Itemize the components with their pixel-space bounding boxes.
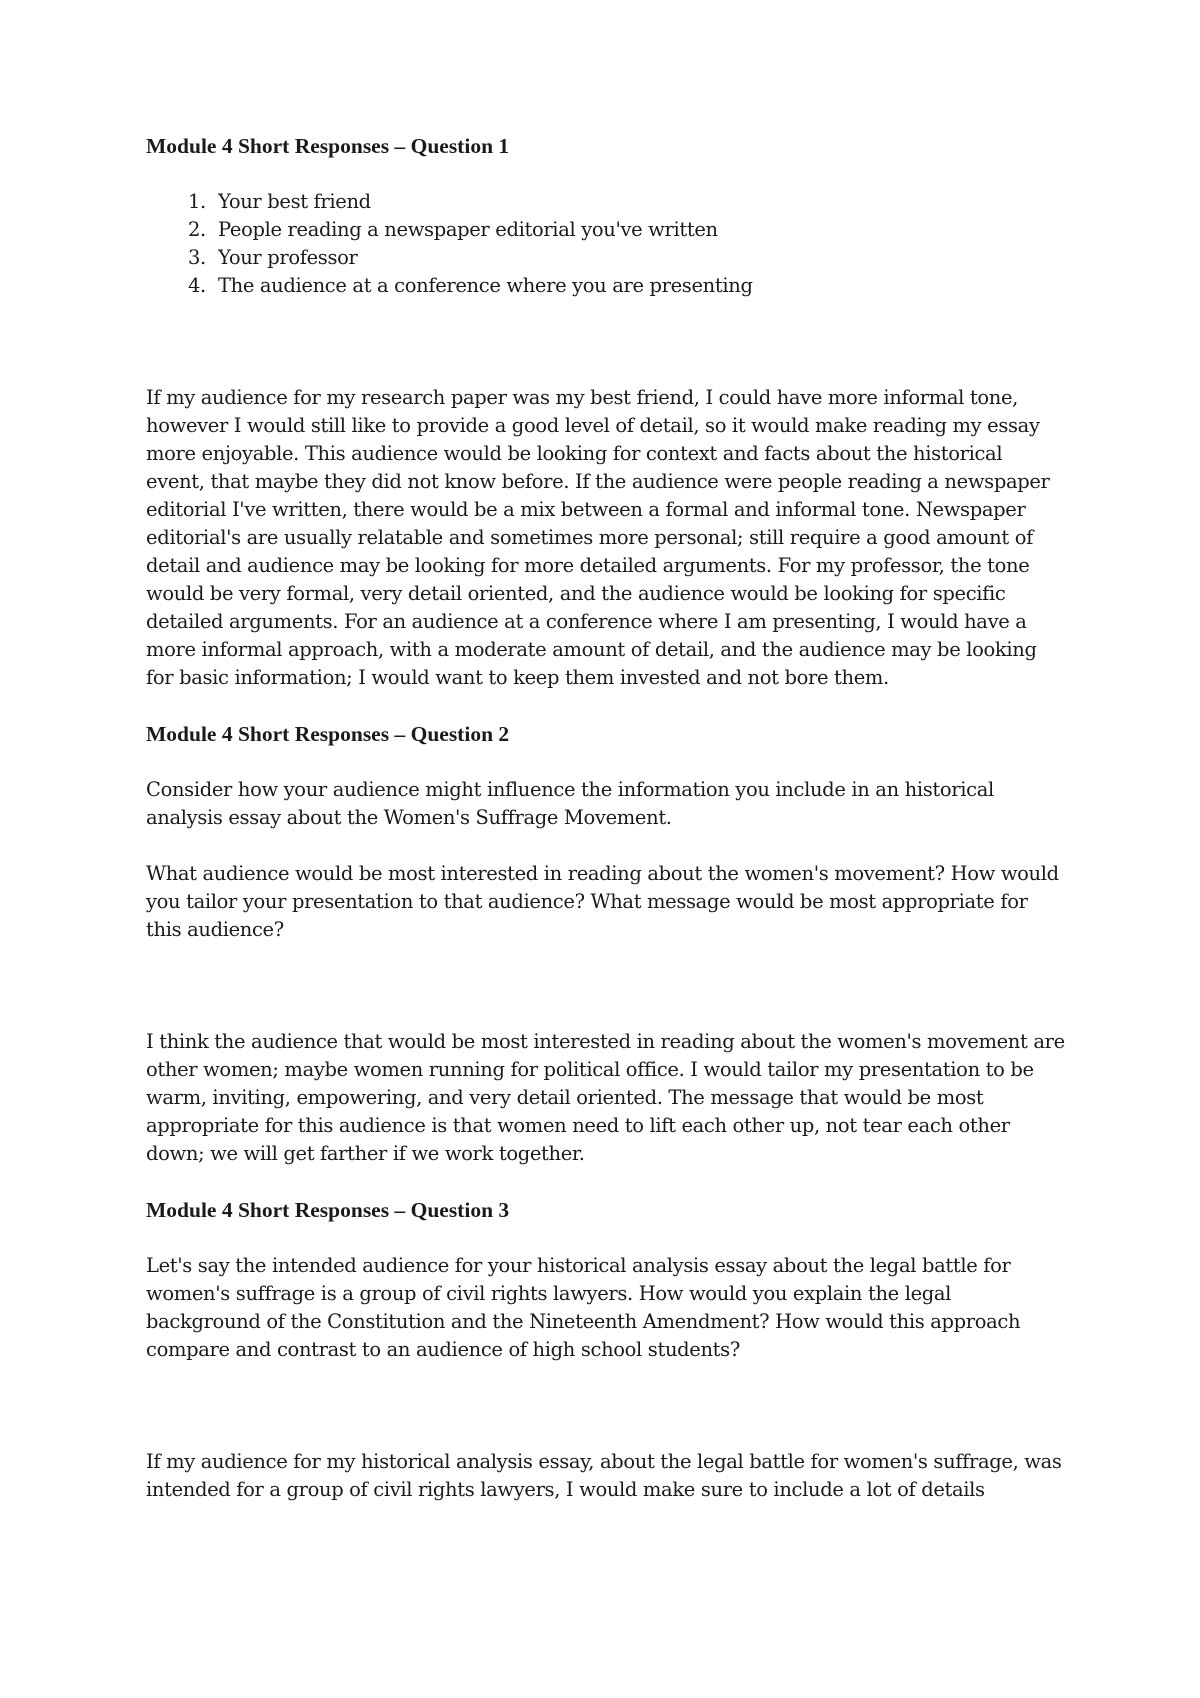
question-1-answer: If my audience for my research paper was my best friend, I could have more informal tone, however I would still like to provide a good level of detail, so it would make reading my essay more enjoyable. This audience would be looking for context and facts about the historical event, that maybe they did not know before. If the audience were people reading a newspaper editorial I've written, there would be a mix between a formal and informal tone. Newspaper editorial's are usually relatable and sometimes more personal; still require a good amount of detail and audience may be looking for more detailed arguments. For my professor, the tone would be very formal, very detail oriented, and the audience would be looking for specific detailed arguments. For an audience at a conference where I am presenting, I would have a more informal approach, with a moderate amount of detail, and the audience may be looking for basic information; I would want to keep them invested and not bore them.: [146, 386, 1050, 689]
list-item: 3. Your professor: [188, 246, 358, 269]
document-page: [146, 132, 1066, 1504]
audience-list: [146, 188, 1066, 300]
question-3-answer: If my audience for my historical analysis essay, about the legal battle for women's suffrage, was intended for a group of civil rights lawyers, I would make sure to include a lot of details: [146, 1450, 1062, 1501]
list-item: 4. The audience at a conference where you are presenting: [188, 274, 753, 297]
question-2-prompt: Consider how your audience might influence the information you include in an historical analysis essay about the Women's Suffrage Movement.: [146, 778, 994, 829]
list-item: 1. Your best friend: [188, 190, 371, 213]
question-3-heading: Module 4 Short Responses – Question 3: [146, 1198, 510, 1222]
question-1-heading: Module 4 Short Responses – Question 1: [146, 134, 510, 158]
question-3-prompt: Let's say the intended audience for your historical analysis essay about the legal battle for women's suffrage is a group of civil rights lawyers. How would you explain the legal background of the Constitution and the Nineteenth Amendment? How would this approach compare and contrast to an audience of high school students?: [146, 1254, 1021, 1361]
question-2-answer: I think the audience that would be most interested in reading about the women's movement are other women; maybe women running for political office. I would tailor my presentation to be warm, inviting, empowering, and very detail oriented. The message that would be most appropriate for this audience is that women need to lift each other up, not tear each other down; we will get farther if we work together.: [146, 1030, 1065, 1165]
list-item: 2. People reading a newspaper editorial you've written: [188, 218, 718, 241]
question-2-questions: What audience would be most interested in reading about the women's movement? How would you tailor your presentation to that audience? What message would be most appropriate for this audience?: [146, 862, 1059, 941]
question-2-heading: Module 4 Short Responses – Question 2: [146, 722, 510, 746]
